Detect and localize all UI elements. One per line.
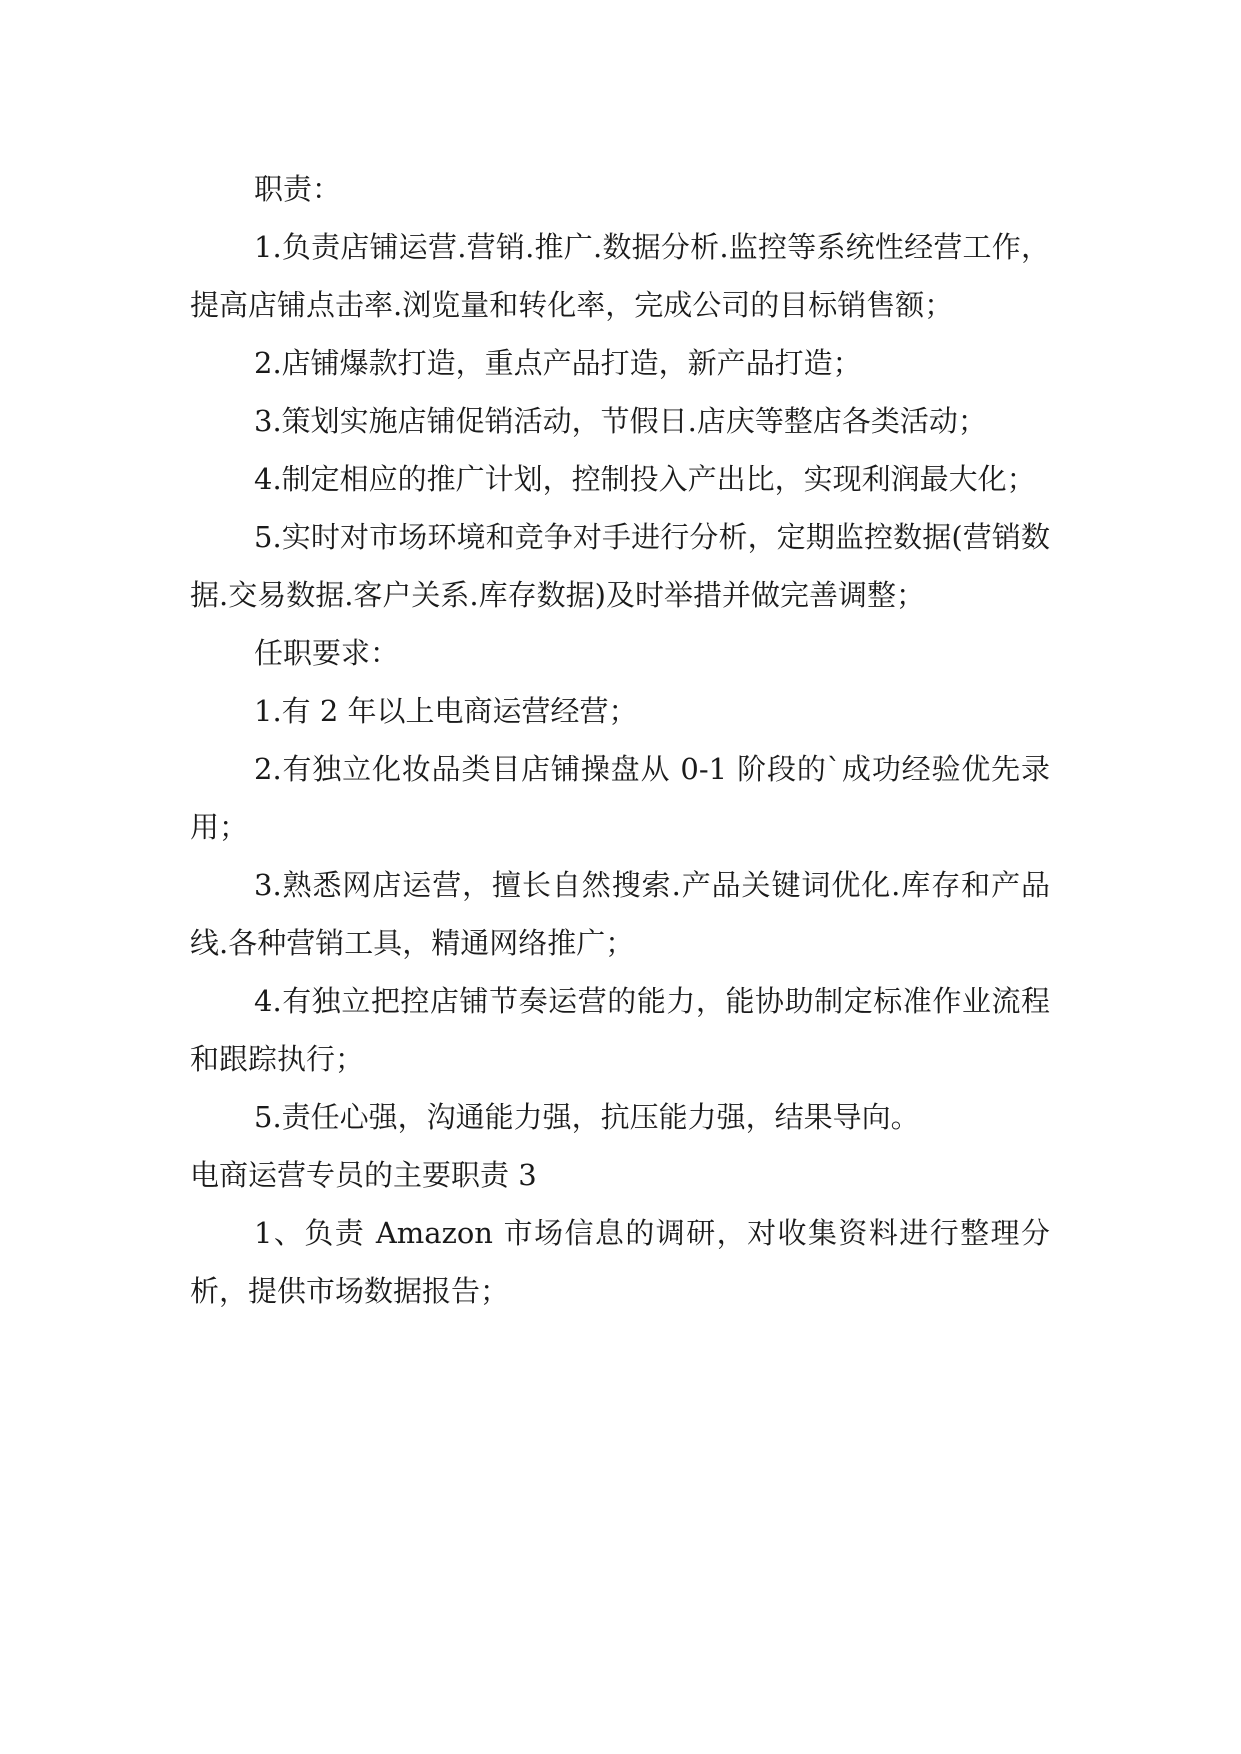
- paragraph-requirements-heading: 任职要求：: [254, 636, 400, 670]
- paragraph-duty-2: 2.店铺爆款打造，重点产品打造，新产品打造；: [254, 346, 862, 380]
- paragraph-duty-1: 1.负责店铺运营.营销.推广.数据分析.监控等系统性经营工作，提高店铺点击率.浏览量和转化率，完成公司的目标销售额；: [190, 230, 1050, 322]
- document-page: [190, 160, 1050, 1320]
- paragraph-requirement-2: 2.有独立化妆品类目店铺操盘从 0-1 阶段的`成功经验优先录用；: [190, 752, 1050, 844]
- paragraph-requirement-3: 3.熟悉网店运营，擅长自然搜索.产品关键词优化.库存和产品线.各种营销工具，精通网络推广；: [190, 868, 1050, 960]
- paragraph-requirement-4: 4.有独立把控店铺节奏运营的能力，能协助制定标准作业流程和跟踪执行；: [190, 984, 1050, 1076]
- paragraph-duty-5: 5.实时对市场环境和竞争对手进行分析，定期监控数据(营销数据.交易数据.客户关系.库存数据)及时举措并做完善调整；: [190, 520, 1050, 612]
- paragraph-requirement-5: 5.责任心强，沟通能力强，抗压能力强，结果导向。: [254, 1100, 920, 1134]
- section-title: 电商运营专员的主要职责 3: [190, 1158, 537, 1192]
- paragraph-duty-4: 4.制定相应的推广计划，控制投入产出比，实现利润最大化；: [254, 462, 1036, 496]
- paragraph-section3-item-1: 1、负责 Amazon 市场信息的调研，对收集资料进行整理分析，提供市场数据报告；: [190, 1216, 1050, 1308]
- paragraph-duty-3: 3.策划实施店铺促销活动，节假日.店庆等整店各类活动；: [254, 404, 987, 438]
- paragraph-requirement-1: 1.有 2 年以上电商运营经营；: [254, 694, 638, 728]
- paragraph-duties-heading: 职责：: [254, 172, 342, 206]
